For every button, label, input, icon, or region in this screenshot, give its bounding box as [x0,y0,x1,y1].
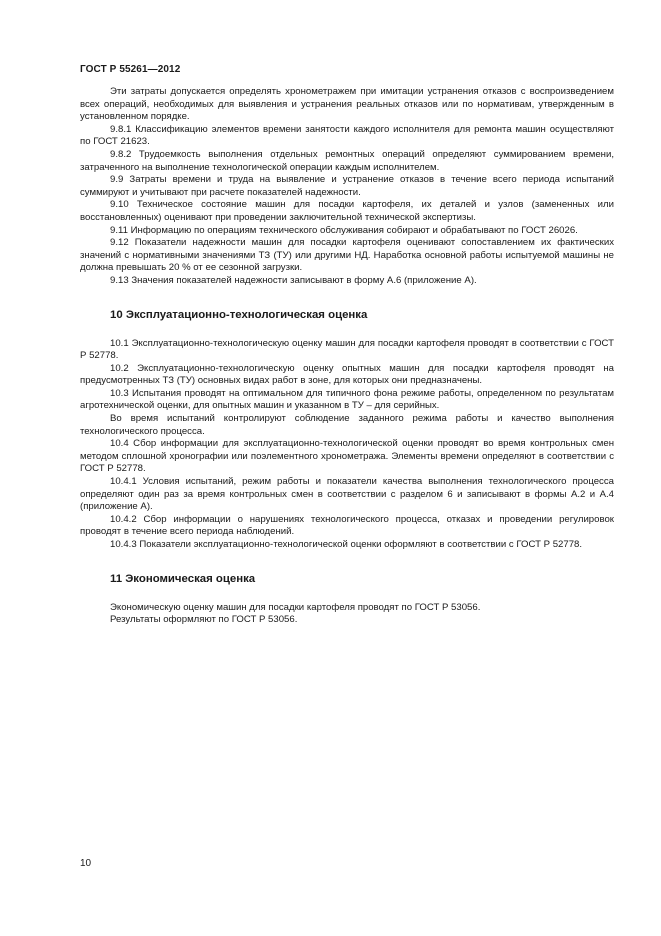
paragraph: 9.12 Показатели надежности машин для посадки картофеля оценивают сопоставлением их фактических значений с нормативными значениями ТЗ (ТУ) или другими НД. Наработка основной работы испытуемой машины не должна превышать 20 % от ее сезонной загрузки. [80,237,614,274]
paragraph: 9.8.2 Трудоемкость выполнения отдельных ремонтных операций определяют суммированием времени, затраченного на выполнение технологической операции каждым исполнителем. [80,148,614,173]
paragraph: Экономическую оценку машин для посадки картофеля проводят по ГОСТ Р 53056. [110,601,481,613]
paragraph: 9.9 Затраты времени и труда на выявление и устранение отказов в течение всего периода испытаний суммируют и учитывают при расчете показателей надежности. [80,174,614,198]
document-header: ГОСТ Р 55261—2012 [80,64,181,75]
paragraph: 10.2 Эксплуатационно-технологическую оценку опытных машин для посадки картофеля проводят на предусмотренных ТЗ (ТУ) основных видах работ в зоне, для которых они предназначены. [80,362,614,387]
paragraph: 10.4.1 Условия испытаний, режим работы и показатели качества выполнения технологического процесса определяют один раз за время контрольных смен в соответствии с разделом 6 и записывают в формы А.2 и А.4 (приложение А). [80,476,614,513]
paragraph: 10.4 Сбор информации для эксплуатационно-технологической оценки проводят во время контрольных смен методом сплошной хронографии или поэлементного хронометража. Элементы времени определяют в соответствии с ГОСТ Р 52778. [80,438,614,475]
paragraph: Во время испытаний контролируют соблюдение заданного режима работы и качество выполнения технологического процесса. [80,413,614,437]
paragraph: 10.1 Эксплуатационно-технологическую оценку машин для посадки картофеля проводят в соответствии с ГОСТ Р 52778. [80,337,614,362]
paragraph: 10.4.3 Показатели эксплуатационно-технологической оценки оформляют в соответствии с ГОСТ Р 52778. [110,539,583,550]
paragraph: 10.4.2 Сбор информации о нарушениях технологического процесса, отказах и проведении регулировок проводят в течение всего периода наблюдений. [80,513,614,538]
page-content [80,86,614,627]
paragraph: 9.13 Значения показателей надежности записывают в форму А.6 (приложение А). [110,274,477,286]
section-10-heading: 10 Эксплуатационно-технологическая оценка [110,308,368,321]
paragraph: 10.3 Испытания проводят на оптимальном для типичного фона режиме работы, определенном по результатам агротехнической оценки, для опытных машин и указанном в ТУ – для серийных. [80,387,614,412]
page-number: 10 [80,858,92,869]
paragraph: 9.8.1 Классификацию элементов времени занятости каждого исполнителя для ремонта машин осуществляют по ГОСТ 21623. [80,123,614,148]
paragraph: 9.10 Техническое состояние машин для посадки картофеля, их деталей и узлов (замененных или восстановленных) оценивают при проведении заключительной технической экспертизы. [80,199,614,223]
section-11-heading: 11 Экономическая оценка [110,572,256,585]
paragraph: Результаты оформляют по ГОСТ Р 53056. [110,614,298,626]
paragraph: Эти затраты допускается определять хронометражем при имитации устранения отказов с воспроизведением всех операций, необходимых для выявления и устранения реальных отказов или по нормативам, утвержденным в установленном порядке. [80,86,614,123]
paragraph: 9.11 Информацию по операциям технического обслуживания собирают и обрабатывают по ГОСТ 26026. [110,224,578,236]
